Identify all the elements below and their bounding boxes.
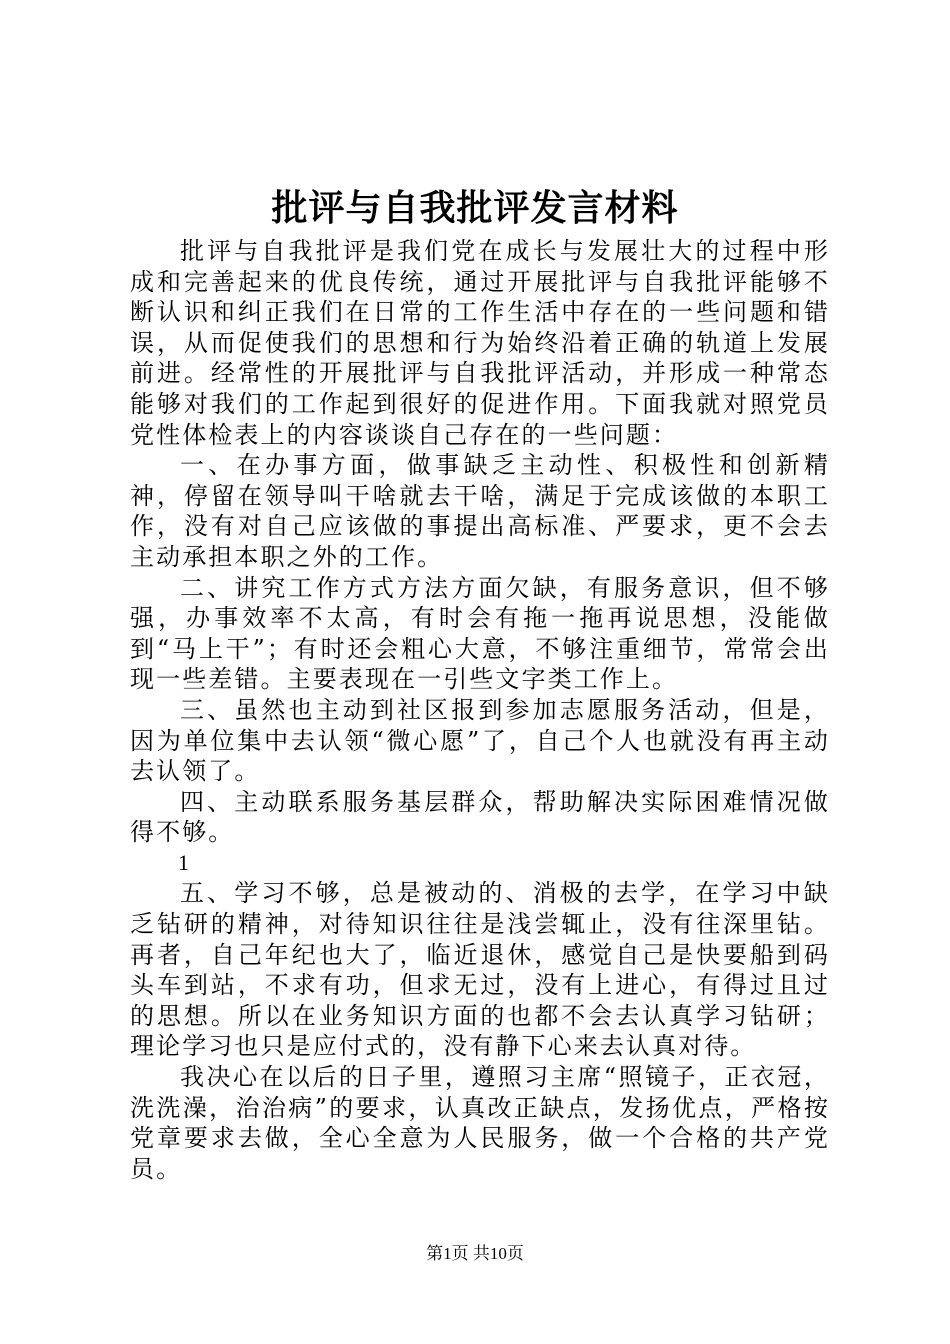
paragraph-conclusion: 我决心在以后的日子里，遵照习主席“照镜子，正衣冠，洗洗澡，治治病”的要求，认真改正缺点，发扬优点，严格按党章要求去做，全心全意为人民服务，做一个合格的共产党员。 [130,1063,830,1183]
document-body [130,236,830,1184]
paragraph-point-3: 三、虽然也主动到社区报到参加志愿服务活动，但是，因为单位集中去认领“微心愿”了，自己个人也就没有再主动去认领了。 [130,695,830,786]
document-title: 批评与自我批评发言材料 [271,187,679,229]
paragraph-intro: 批评与自我批评是我们党在成长与发展壮大的过程中形成和完善起来的优良传统，通过开展批评与自我批评能够不断认识和纠正我们在日常的工作生活中存在的一些问题和错误，从而促使我们的思想和行为始终沿着正确的轨道上发展前进。经常性的开展批评与自我批评活动，并形成一种常态能够对我们的工作起到很好的促进作用。下面我就对照党员党性体检表上的内容谈谈自己存在的一些问题： [130,237,830,449]
paragraph-point-2: 二、讲究工作方式方法方面欠缺，有服务意识，但不够强，办事效率不太高，有时会有拖一拖再说思想，没能做到“马上干”；有时还会粗心大意，不够注重细节，常常会出现一些差错。主要表现在一引些文字类工作上。 [130,573,830,694]
inline-page-number: 1 [178,849,189,875]
paragraph-point-4: 四、主动联系服务基层群众，帮助解决实际困难情况做得不够。 [130,787,830,847]
paragraph-point-5: 五、学习不够，总是被动的、消极的去学，在学习中缺乏钻研的精神，对待知识往往是浅尝辄止，没有往深里钻。再者，自己年纪也大了，临近退休，感觉自己是快要船到码头车到站，不求有功，但求无过，没有上进心，有得过且过的思想。所以在业务知识方面的也都不会去认真学习钻研；理论学习也只是应付式的，没有静下心来去认真对待。 [130,879,830,1061]
page-footer: 第1页 共10页 [426,1244,524,1263]
paragraph-point-1: 一、在办事方面，做事缺乏主动性、积极性和创新精神，停留在领导叫干啥就去干啥，满足于完成该做的本职工作，没有对自己应该做的事提出高标准、严要求，更不会去主动承担本职之外的工作。 [130,451,830,571]
